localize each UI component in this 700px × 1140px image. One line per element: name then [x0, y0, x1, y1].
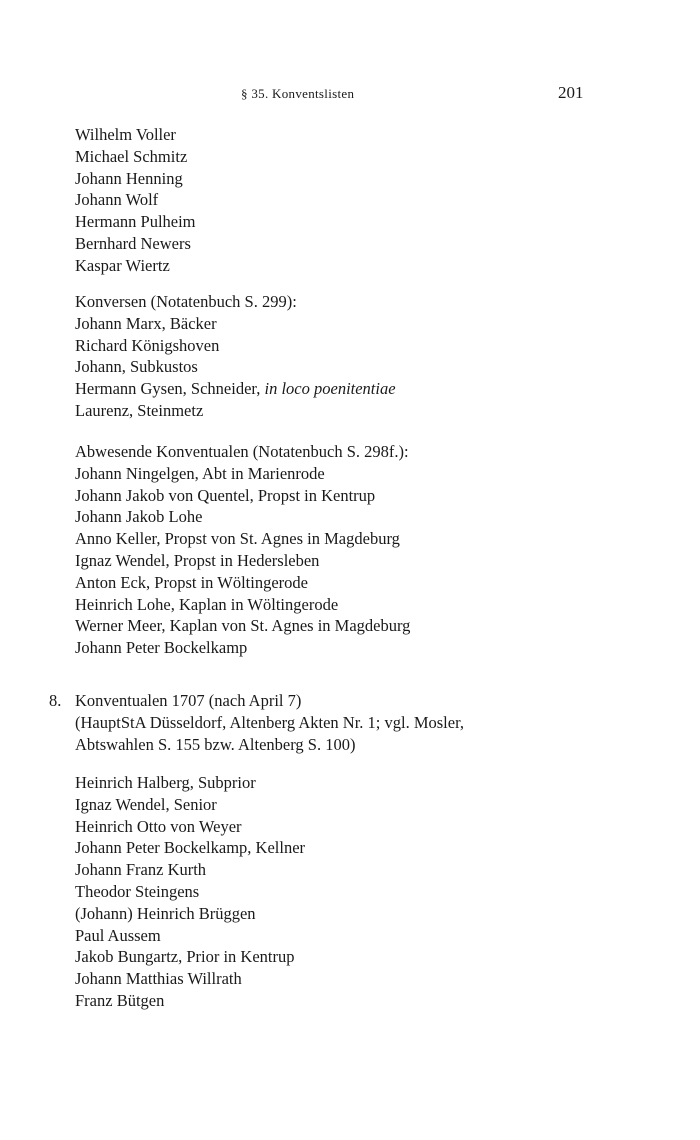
list-item: Hermann Pulheim	[75, 212, 196, 232]
source-line: (HauptStA Düsseldorf, Altenberg Akten Nr. 1; vgl. Mosler,	[75, 713, 465, 732]
list-item: Johann Peter Bockelkamp, Kellner	[75, 838, 306, 858]
list-item: (Johann) Heinrich Brüggen	[75, 903, 256, 923]
list-item-text: Hermann Gysen, Schneider,	[75, 379, 265, 399]
list-item: Heinrich Otto von Weyer	[75, 816, 242, 836]
list-item-text: Richard Königshoven	[75, 335, 220, 355]
list-item: Johann Peter Bockelkamp	[75, 638, 248, 658]
list-item: Johann Wolf	[75, 190, 159, 210]
list-item: Anno Keller, Propst von St. Agnes in Magdeburg	[75, 529, 400, 549]
list-item: Paul Aussem	[75, 925, 161, 945]
list-item: Anton Eck, Propst in Wöltingerode	[75, 572, 308, 592]
list-item-italic-note: in loco poenitentiae	[264, 379, 396, 399]
list-item: Bernhard Newers	[75, 233, 191, 253]
list-item	[75, 378, 396, 400]
list-item: Ignaz Wendel, Propst in Hedersleben	[75, 550, 320, 570]
section-title: Konventualen 1707 (nach April 7)	[75, 691, 302, 710]
list-item	[75, 335, 396, 357]
names-list-1	[75, 124, 196, 277]
section-source	[75, 712, 464, 756]
section-number: 8.	[49, 691, 62, 710]
list-item-text: Laurenz, Steinmetz	[75, 400, 204, 420]
list-item	[75, 400, 396, 422]
list-item	[75, 356, 396, 378]
list-item: Heinrich Halberg, Subprior	[75, 773, 256, 792]
abwesende-list	[75, 441, 410, 659]
names-list-2	[75, 772, 305, 1012]
page-header	[0, 83, 700, 108]
list-item-text: Johann, Subkustos	[75, 357, 198, 377]
list-item: Ignaz Wendel, Senior	[75, 794, 217, 814]
list-item: Wilhelm Voller	[75, 125, 176, 144]
konversen-list	[75, 291, 396, 422]
source-line: Abtswahlen S. 155 bzw. Altenberg S. 100)	[75, 734, 356, 754]
abwesende-heading: Abwesende Konventualen (Notatenbuch S. 298f.):	[75, 442, 409, 461]
list-item: Heinrich Lohe, Kaplan in Wöltingerode	[75, 594, 339, 614]
list-item: Johann Ningelgen, Abt in Marienrode	[75, 463, 325, 483]
list-item: Johann Jakob von Quentel, Propst in Kentrup	[75, 485, 376, 505]
running-title: § 35. Konventslisten	[241, 86, 355, 101]
list-item: Jakob Bungartz, Prior in Kentrup	[75, 947, 295, 967]
list-item: Michael Schmitz	[75, 146, 188, 166]
list-item: Johann Franz Kurth	[75, 860, 207, 880]
list-item: Werner Meer, Kaplan von St. Agnes in Magdeburg	[75, 616, 411, 636]
page-number: 201	[558, 83, 584, 102]
list-item: Johann Jakob Lohe	[75, 507, 203, 527]
konversen-heading: Konversen (Notatenbuch S. 299):	[75, 292, 297, 311]
list-item: Franz Bütgen	[75, 990, 165, 1010]
list-item-text: Johann Marx, Bäcker	[75, 313, 217, 333]
list-item: Johann Henning	[75, 168, 183, 188]
list-item: Theodor Steingens	[75, 881, 200, 901]
list-item: Kaspar Wiertz	[75, 255, 170, 275]
list-item: Johann Matthias Willrath	[75, 969, 242, 989]
list-item	[75, 313, 396, 335]
